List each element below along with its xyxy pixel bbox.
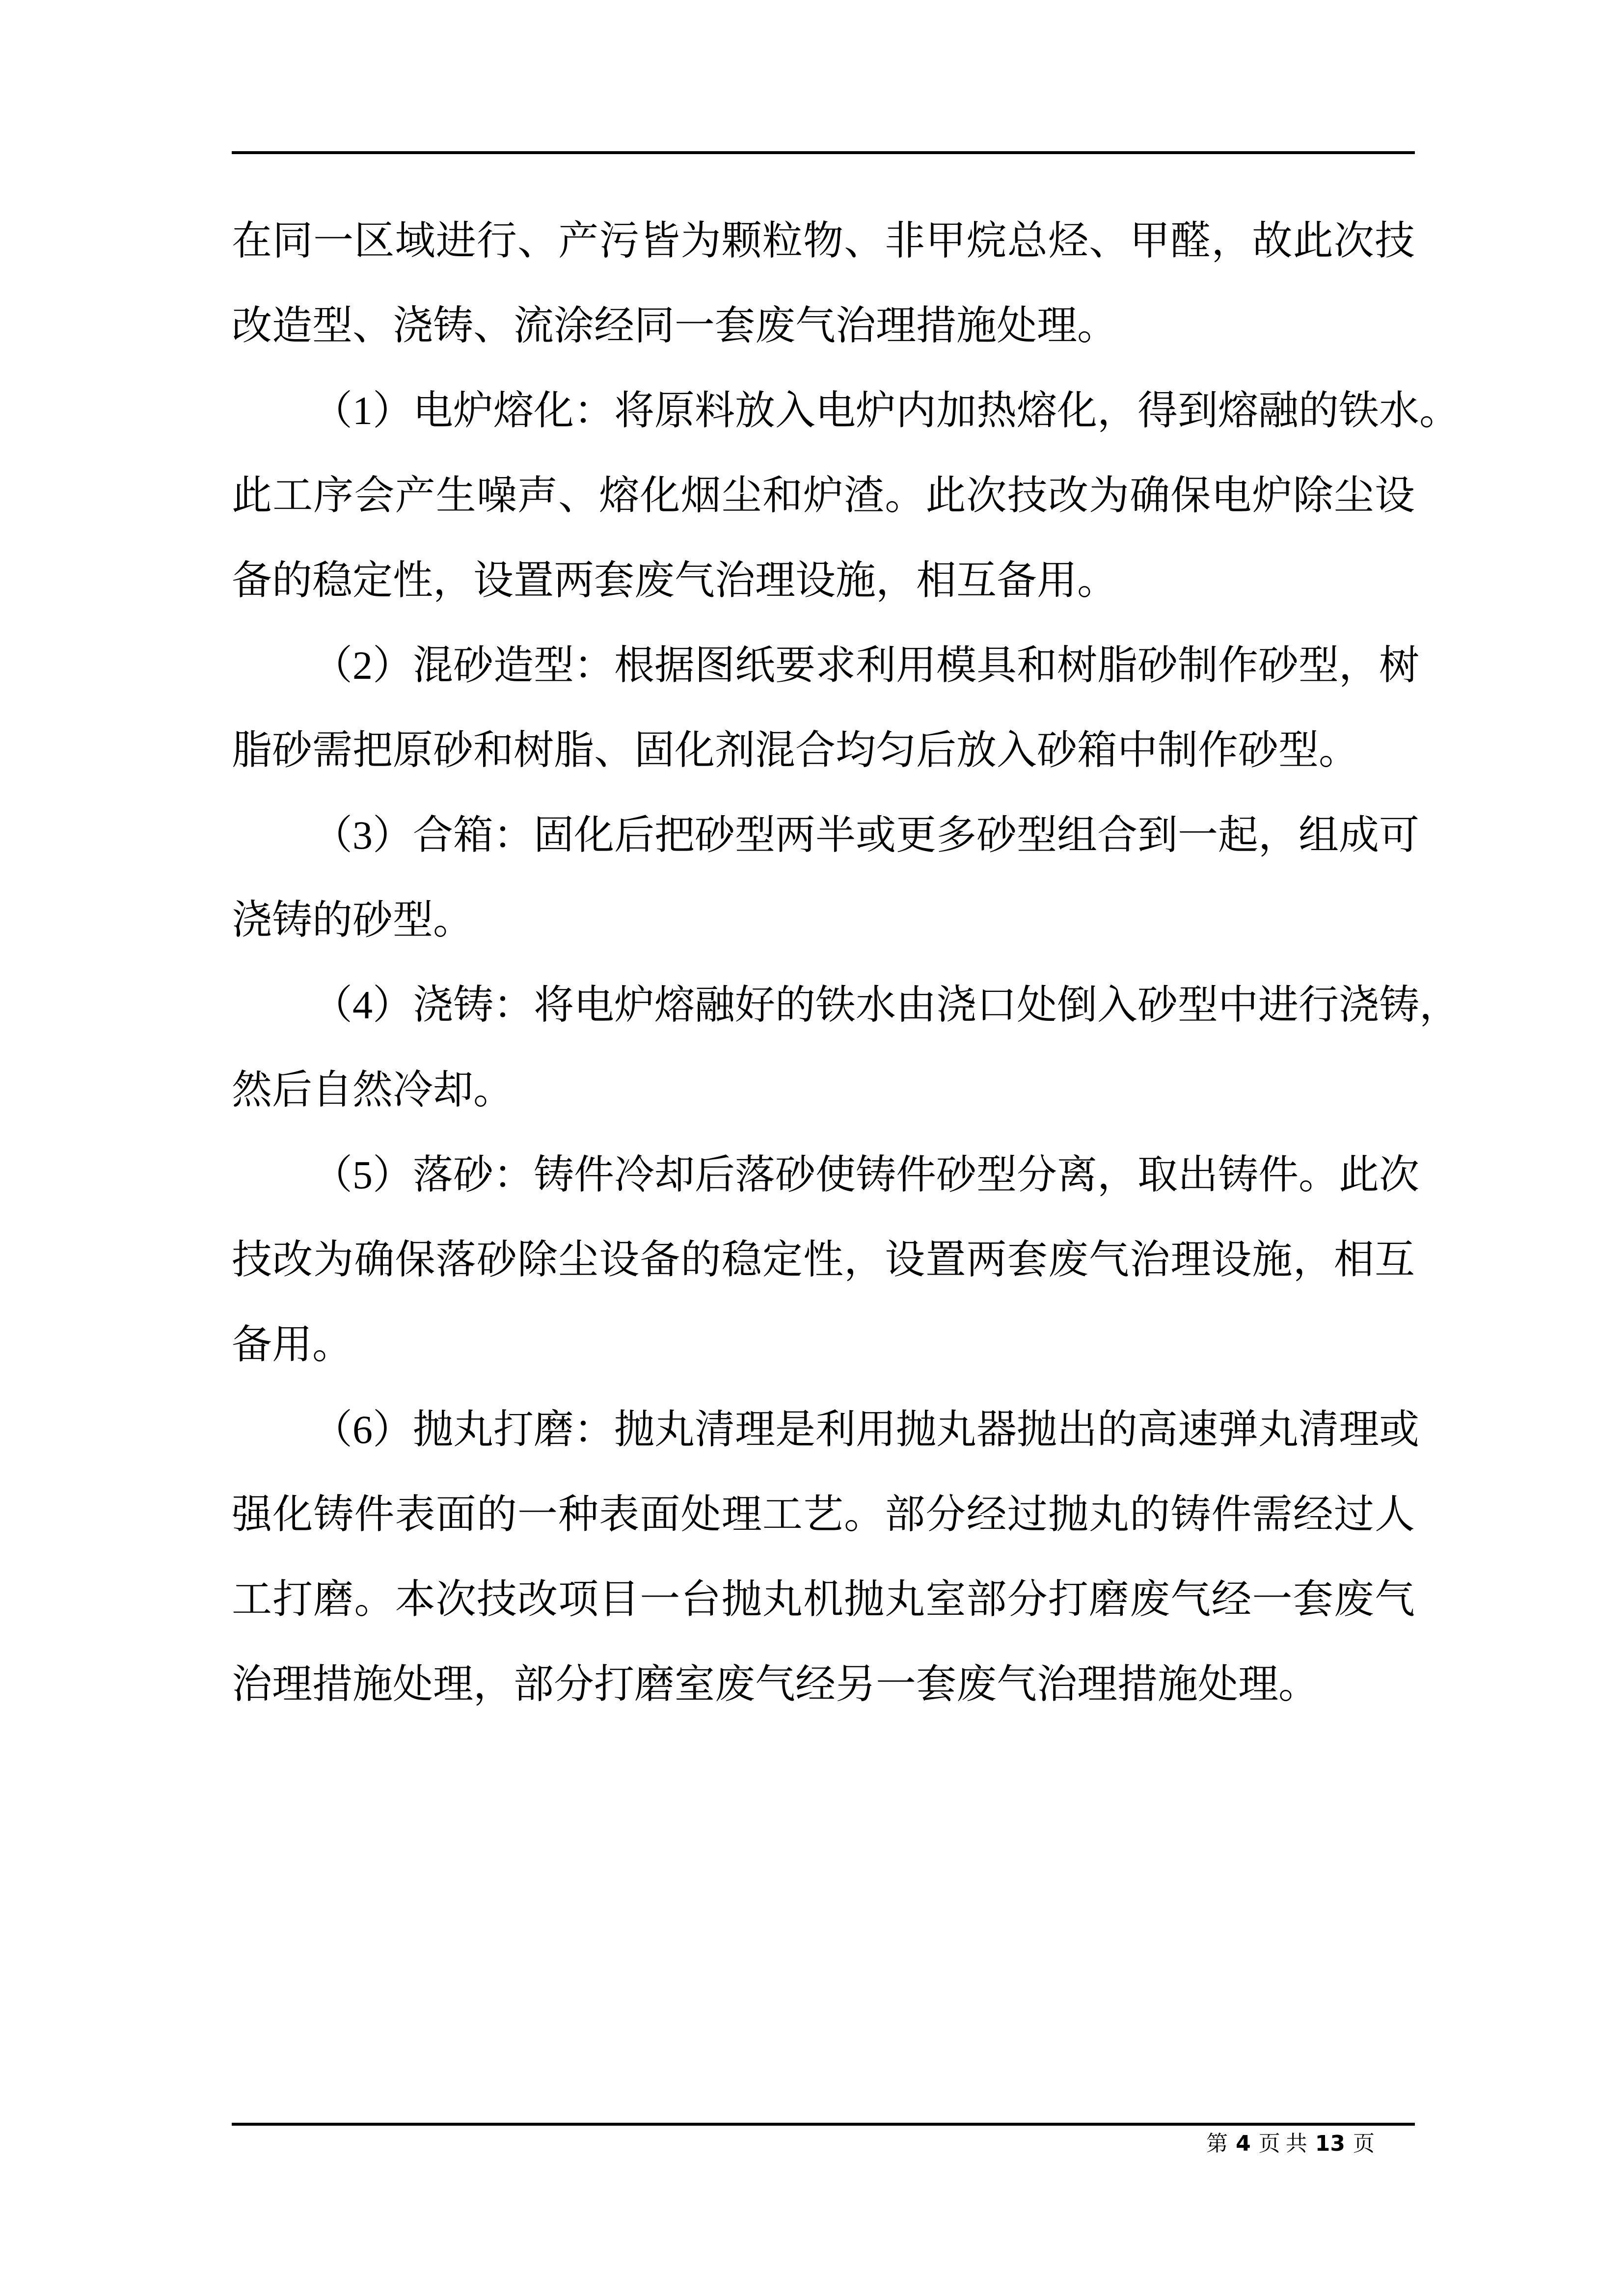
text-line: 治理措施处理，部分打磨室废气经另一套废气治理措施处理。: [232, 1662, 1319, 1707]
text-line: 然后自然冷却。: [232, 1068, 514, 1112]
text-line: 浇铸的砂型。: [232, 898, 474, 942]
text-line: （1）电炉熔化：将原料放入电炉内加热熔化，得到熔融的铁水。: [312, 388, 1460, 433]
text-line: 工打磨。本次技改项目一台抛丸机抛丸室部分打磨废气经一套废气: [232, 1577, 1415, 1622]
text-line: （6）抛丸打磨：抛丸清理是利用抛丸器抛出的高速弹丸清理或: [312, 1407, 1420, 1452]
text-line: 此工序会产生噪声、熔化烟尘和炉渣。此次技改为确保电炉除尘设: [232, 473, 1415, 518]
text-line: （5）落砂：铸件冷却后落砂使铸件砂型分离，取出铸件。此次: [312, 1152, 1420, 1197]
footer-suffix: 页: [1353, 2132, 1375, 2156]
text-line: 备的稳定性，设置两套废气治理设施，相互备用。: [232, 558, 1118, 603]
paragraph-step-3: [232, 793, 1420, 962]
text-line: 强化铸件表面的一种表面处理工艺。部分经过抛丸的铸件需经过人: [232, 1492, 1415, 1537]
paragraph-step-1: [232, 368, 1460, 623]
paragraph-step-4: [232, 962, 1460, 1132]
document-body: [232, 198, 1460, 1727]
paragraph-step-6: [232, 1387, 1420, 1727]
paragraph-step-2: [232, 623, 1420, 793]
page-footer: [232, 2128, 1375, 2160]
text-line: 技改为确保落砂除尘设备的稳定性，设置两套废气治理设施，相互: [232, 1237, 1415, 1282]
text-line: 在同一区域进行、产污皆为颗粒物、非甲烷总烃、甲醛，故此次技: [232, 218, 1415, 263]
footer-middle-label: 页 共: [1258, 2132, 1307, 2156]
text-line: 改造型、浇铸、流涂经同一套废气治理措施处理。: [232, 303, 1118, 348]
text-line: （3）合箱：固化后把砂型两半或更多砂型组合到一起，组成可: [312, 813, 1420, 857]
text-line: （4）浇铸：将电炉熔融好的铁水由浇口处倒入砂型中进行浇铸，: [312, 983, 1460, 1027]
footer-total-pages: 13: [1315, 2131, 1345, 2156]
paragraph-continued: [232, 198, 1415, 368]
footer-divider: [232, 2123, 1415, 2126]
text-line: 脂砂需把原砂和树脂、固化剂混合均匀后放入砂箱中制作砂型。: [232, 728, 1359, 773]
footer-prefix: 第: [1206, 2132, 1228, 2156]
footer-current-page: 4: [1236, 2131, 1251, 2156]
text-line: 备用。: [232, 1322, 353, 1367]
header-divider: [232, 151, 1415, 154]
paragraph-step-5: [232, 1132, 1420, 1387]
text-line: （2）混砂造型：根据图纸要求利用模具和树脂砂制作砂型，树: [312, 643, 1420, 688]
